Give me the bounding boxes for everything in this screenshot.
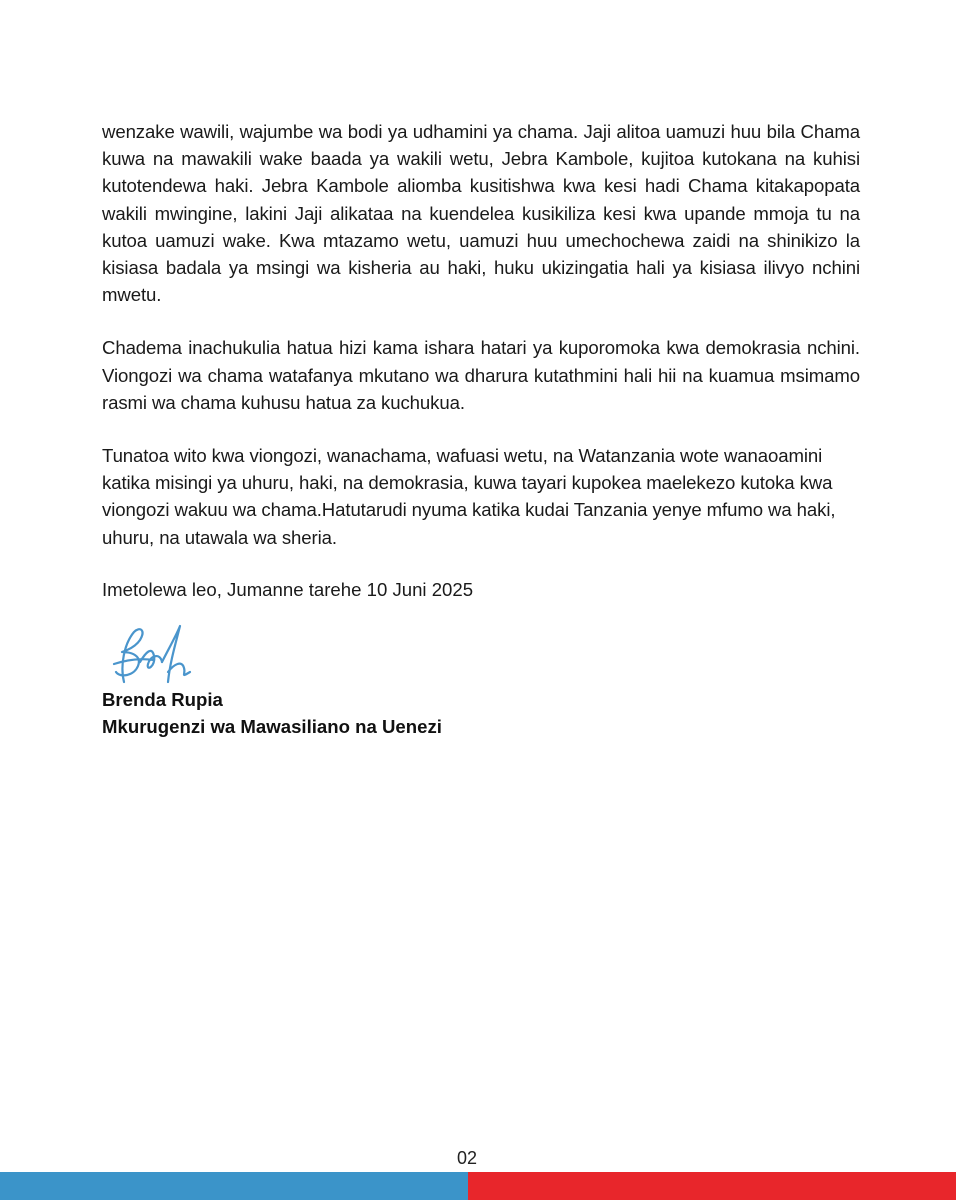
footer-blue-segment [0,1172,468,1200]
body-paragraph-1: wenzake wawili, wajumbe wa bodi ya udhamini ya chama. Jaji alitoa uamuzi huu bila Chama kuwa na mawakili wake baada ya wakili wetu, Jebra Kambole, kujitoa kutokana na kuhisi kutotendewa haki. Jebra Kambole aliomba kusitishwa kwa kesi hadi Chama kitakapopata wakili mwingine, lakini Jaji alikataa na kuendelea kusikiliza kesi kwa upande mmoja tu na kutoa uamuzi wake. Kwa mtazamo wetu, uamuzi huu umechochewa zaidi na shinikizo la kisiasa badala ya msingi wa kisheria au haki, huku ukizingatia hali ya kisiasa ilivyo nchini mwetu. [102,121,860,306]
body-paragraph-2: Chadema inachukulia hatua hizi kama ishara hatari ya kuporomoka kwa demokrasia nchini. Viongozi wa chama watafanya mkutano wa dharura kutathmini hali hii na kuamua msimamo rasmi wa chama kuhusu hatua za kuchukua. [102,337,860,413]
signature-icon [110,622,200,692]
body-paragraph-3: Tunatoa wito kwa viongozi, wanachama, wafuasi wetu, na Watanzania wote wanaoamini katika misingi ya uhuru, haki, na demokrasia, kuwa tayari kupokea maelekezo kutoka kwa viongozi wakuu wa chama.Hatutarudi nyuma katika kudai Tanzania yenye mfumo wa haki, uhuru, na utawala wa sheria. [102,445,836,548]
issue-date: Imetolewa leo, Jumanne tarehe 10 Juni 2025 [102,578,474,600]
signer-block [102,686,442,740]
signer-title: Mkurugenzi wa Mawasiliano na Uenezi [102,716,442,737]
footer-color-bar [0,1172,956,1200]
page-number: 02 [456,1148,478,1168]
signer-name: Brenda Rupia [102,689,223,710]
letter-body [102,118,860,603]
footer-red-segment [468,1172,956,1200]
